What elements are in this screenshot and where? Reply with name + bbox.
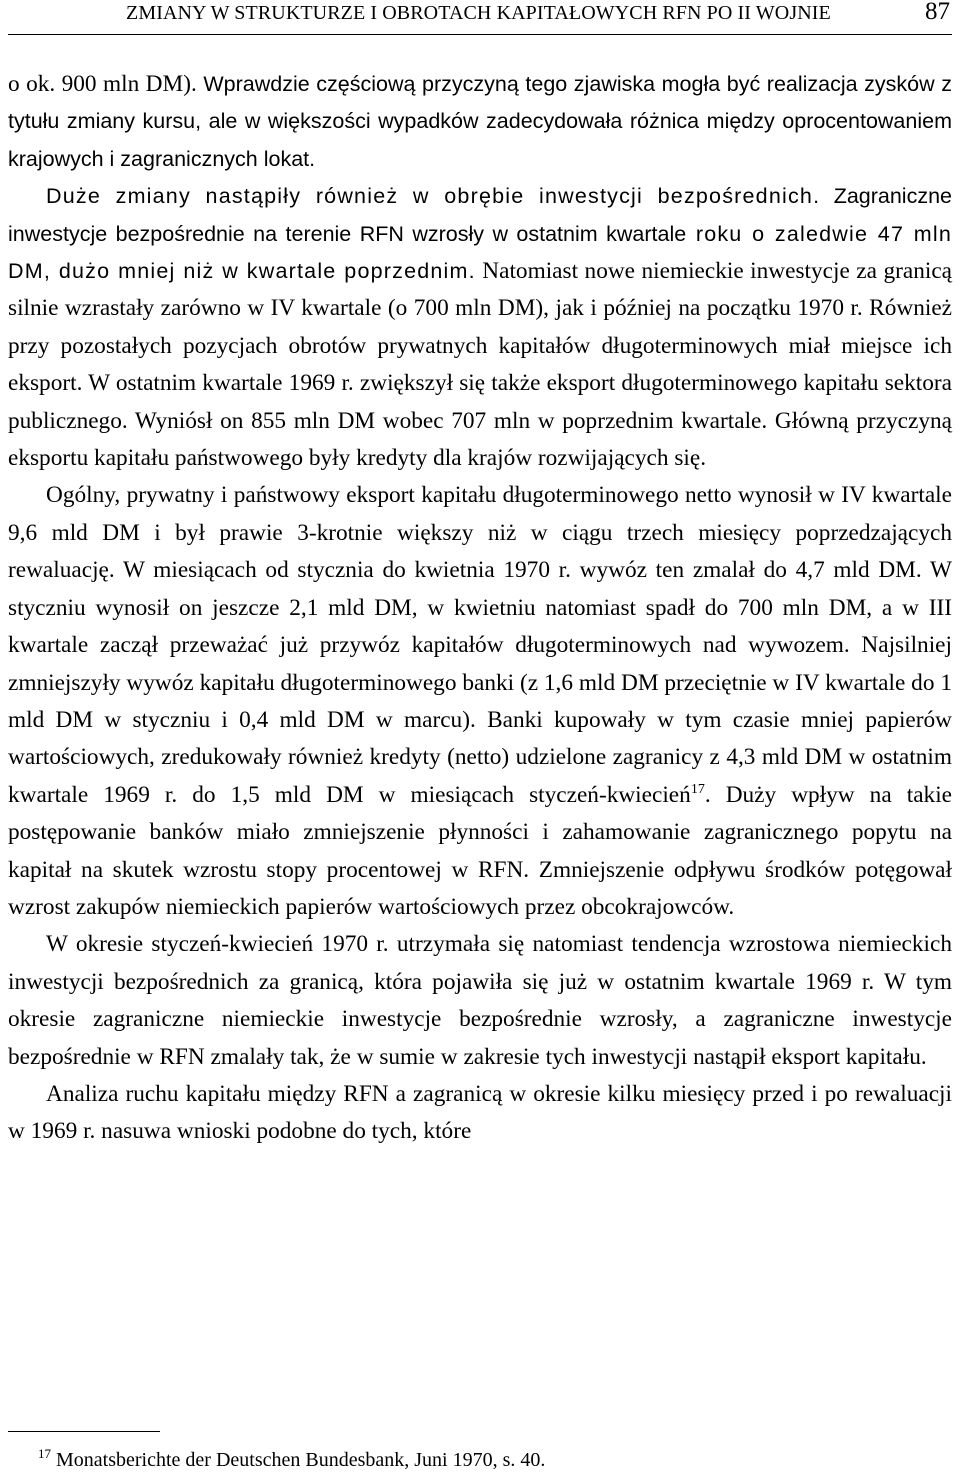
paragraph-2 — [8, 178, 952, 477]
page-number: 87 — [925, 0, 950, 25]
paragraph-3-text-a: Ogólny, prywatny i państwowy eksport kapitału długoterminowego netto wynosił w IV kwartale 9,6 mld DM i był prawie 3-krotnie większy niż w ciągu trzech miesięcy poprzedzających rewaluację. W miesiącach od stycznia do kwietnia 1970 r. wywóz ten zmalał do 4,7 mld DM. W styczniu wynosił on jeszcze 2,1 mld DM, w kwietniu natomiast spadł do 700 mln DM, a w III kwartale zaczął przeważać już przywóz kapitałów długoterminowych nad wywozem. Najsilniej zmniejszyły wywóz kapitału długoterminowego banki (z 1,6 mld DM przeciętnie w IV kwartale do 1 mld DM w styczniu i 0,4 mld DM w marcu). Banki kupowały w tym czasie mniej papierów wartościowych, zredukowały również kredyty (netto) udzielone zagranicy z 4,3 mld DM w ostatnim kwartale 1969 r. do 1,5 mld DM w miesiącach styczeń-kwiecień — [8, 482, 952, 808]
paragraph-5: Analiza ruchu kapitału między RFN a zagranicą w okresie kilku miesięcy przed i po rewaluacji w 1969 r. nasuwa wnioski podobne do tych, które — [8, 1080, 952, 1145]
running-header — [8, 0, 952, 35]
paragraph-1-sans-text: Wprawdzie częściową przyczyną tego zjawiska mogła być realizacja zysków z tytułu zmiany kursu, ale w większości wypadków zadecydowała różnica między oprocentowaniem krajowych i zagranicznych lokat. — [8, 72, 952, 171]
paragraph-2-sans-text: Zagraniczne inwestycje bezpośrednie na terenie RFN wzrosły w ostatnim kwartale — [8, 184, 953, 246]
paragraph-2-spaced-text: roku o zaledwie 47 mln DM, dużo mniej niż w kwartale poprzednim. — [8, 221, 953, 284]
footnote — [38, 1448, 545, 1472]
paragraph-3-text-b: . Duży wpływ na takie postępowanie banków miało zmniejszenie płynności i zahamowanie zagranicznego popytu na kapitał na skutek wzrostu stopy procentowej w RFN. Zmniejszenie odpływu środków potęgował wzrost zakupów niemieckich papierów wartościowych przez obcokrajowców. — [8, 781, 953, 920]
paragraph-1 — [8, 66, 952, 178]
paragraph-2-lead: Duże zmiany nastąpiły również w obrębie inwestycji bezpośrednich. — [46, 184, 821, 209]
footnote-reference[interactable]: 17 — [690, 781, 705, 797]
paragraph-3 — [8, 477, 952, 926]
footnote-number: 17 — [38, 1446, 51, 1461]
paragraph-1-start: o ok. 900 mln DM). — [8, 71, 197, 97]
paragraph-4: W okresie styczeń-kwiecień 1970 r. utrzymała się natomiast tendencja wzrostowa niemieckich inwestycji bezpośrednich za granicą, która pojawiła się już w ostatnim kwartale 1969 r. W tym okresie zagraniczne niemieckie inwestycje bezpośrednie wzrosły, a zagraniczne inwestycje bezpośrednie w RFN zmalały tak, że w sumie w zakresie tych inwestycji nastąpił eksport kapitału. — [8, 931, 952, 1070]
body-text — [8, 66, 952, 1151]
footnote-separator — [8, 1431, 160, 1432]
running-header-title: ZMIANY W STRUKTURZE I OBROTACH KAPITAŁOWYCH RFN PO II WOJNIE — [126, 2, 831, 24]
footnote-text: Monatsberichte der Deutschen Bundesbank, Juni 1970, s. 40. — [51, 1449, 546, 1471]
paragraph-2-serif-text: Natomiast nowe niemieckie inwestycje za granicą silnie wzrastały zarówno w IV kwartale (o 700 mln DM), jak i później na początku 1970 r. Również przy pozostałych pozycjach obrotów prywatnych kapitałów długoterminowych miał miejsce ich eksport. W ostatnim kwartale 1969 r. zwiększył się także eksport długoterminowego kapitału sektora publicznego. Wyniósł on 855 mln DM wobec 707 mln w poprzednim kwartale. Główną przyczyną eksportu kapitału państwowego były kredyty dla krajów rozwijających się. — [8, 258, 952, 472]
